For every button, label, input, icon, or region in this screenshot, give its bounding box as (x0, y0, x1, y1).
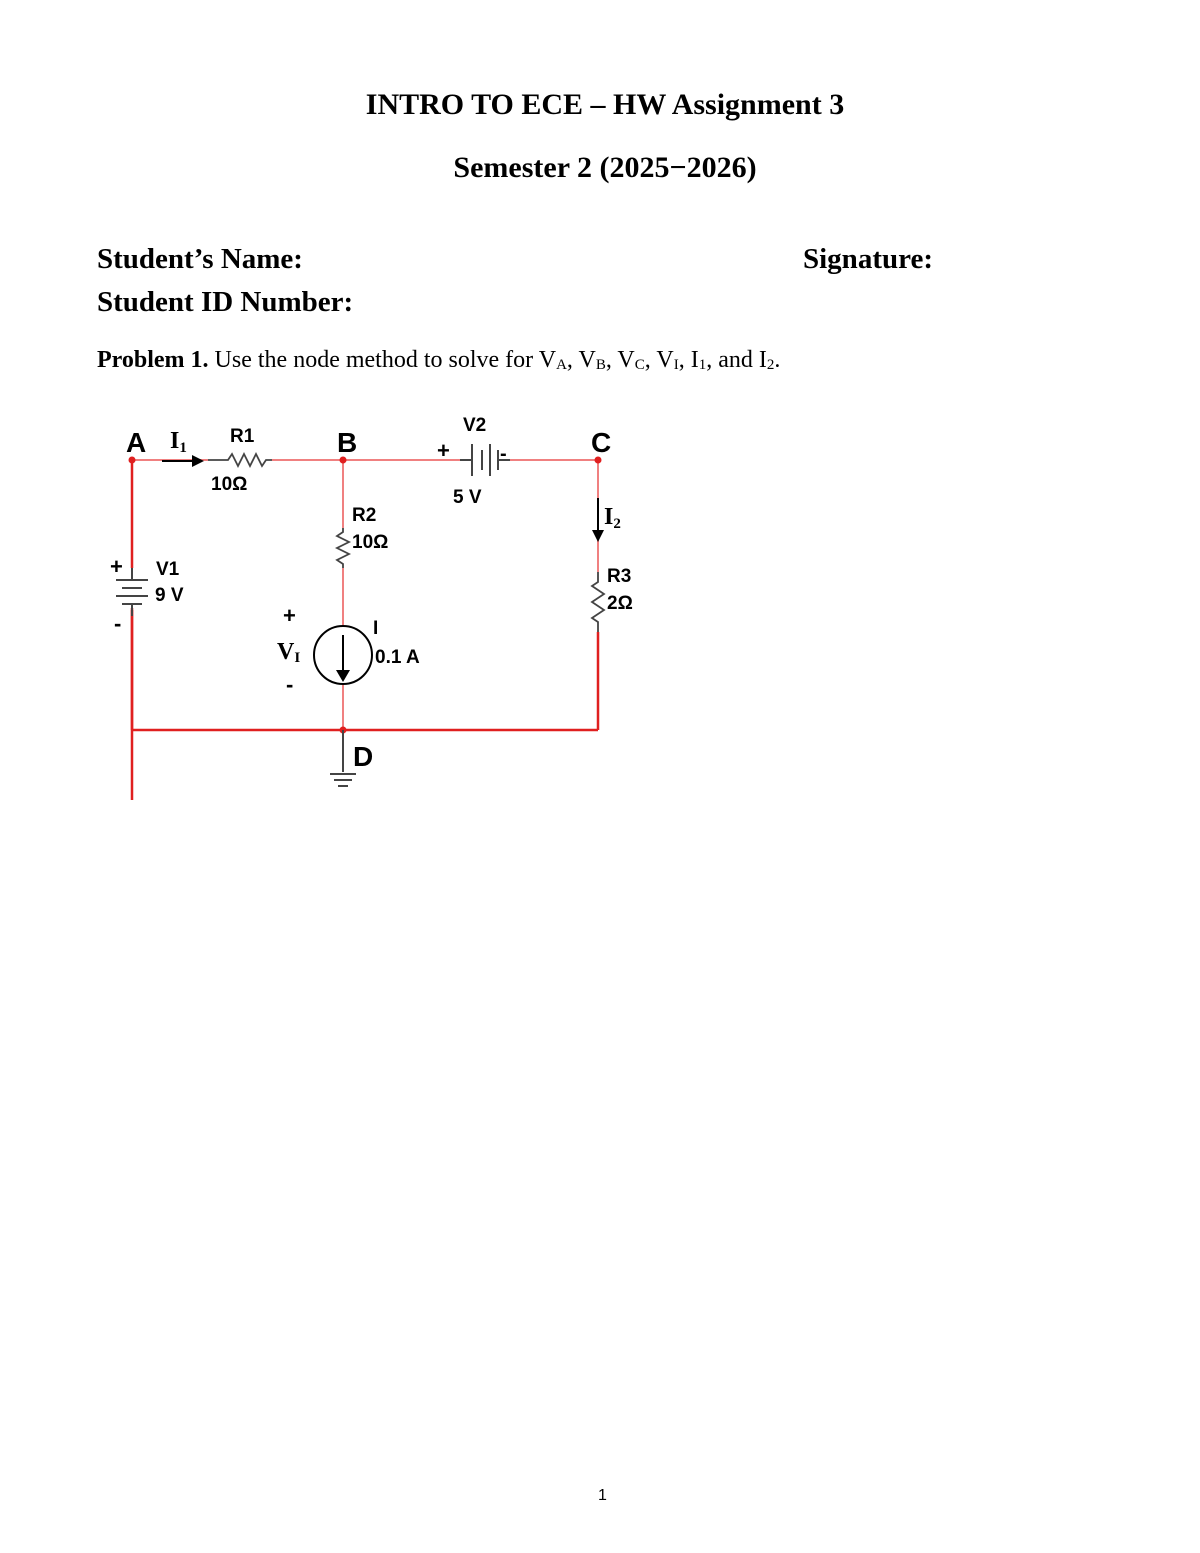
problem-variable: $V_C$, (617, 347, 657, 373)
problem-variable: $I_2$. (758, 347, 781, 373)
problem-text: Use the node method to solve for (214, 347, 539, 373)
v1-value: 9 V (155, 585, 184, 606)
student-name-label: Student’s Name: (97, 243, 303, 275)
problem-variable: $V_A$, (538, 347, 579, 373)
r1-value: 10Ω (211, 474, 248, 495)
isrc-value: 0.1 A (375, 647, 420, 668)
v2-name: V2 (463, 415, 487, 436)
circuit-diagram (0, 400, 700, 800)
v1-name: V1 (156, 559, 180, 580)
isrc-name: I (373, 618, 379, 639)
r3-value: 2Ω (607, 593, 633, 614)
r2-resistor (337, 528, 349, 568)
problem-variable: $V_B$, (578, 347, 618, 373)
problem-variables (539, 347, 781, 373)
vi-plus: + (283, 603, 296, 628)
r3-name: R3 (607, 566, 632, 587)
i1-arrow-head (192, 455, 204, 467)
r3-resistor (592, 572, 604, 632)
vi-label: VI (277, 639, 301, 666)
v2-plus: + (437, 438, 450, 463)
v1-plus: + (110, 554, 123, 579)
i1-label: I1 (170, 428, 187, 456)
node-label-d: D (353, 741, 374, 772)
signature-label: Signature: (803, 243, 933, 275)
node-label-c: C (591, 427, 612, 458)
page-number: 1 (598, 1487, 607, 1504)
r2-name: R2 (352, 505, 377, 526)
r2-value: 10Ω (352, 532, 389, 553)
v1-minus: - (114, 611, 122, 636)
r1-resistor (208, 454, 272, 466)
v2-value: 5 V (453, 487, 482, 508)
node-dots (129, 457, 602, 734)
node-label-b: B (337, 427, 358, 458)
vi-minus: - (286, 672, 294, 697)
problem-variable: $V_I$, (656, 347, 691, 373)
student-id-label: Student ID Number: (97, 286, 354, 318)
problem-variable: $I_1$, and (690, 347, 759, 373)
i2-label: I2 (604, 504, 621, 532)
semester-line: Semester 2 (2025−2026) (453, 151, 757, 184)
problem-statement (97, 347, 780, 374)
r1-name: R1 (230, 426, 255, 447)
problem-label: Problem 1. (97, 347, 209, 373)
document-title: INTRO TO ECE – HW Assignment 3 (365, 88, 845, 121)
i2-arrow-head (592, 530, 604, 542)
node-label-a: A (126, 427, 147, 458)
v2-minus: - (500, 443, 507, 465)
